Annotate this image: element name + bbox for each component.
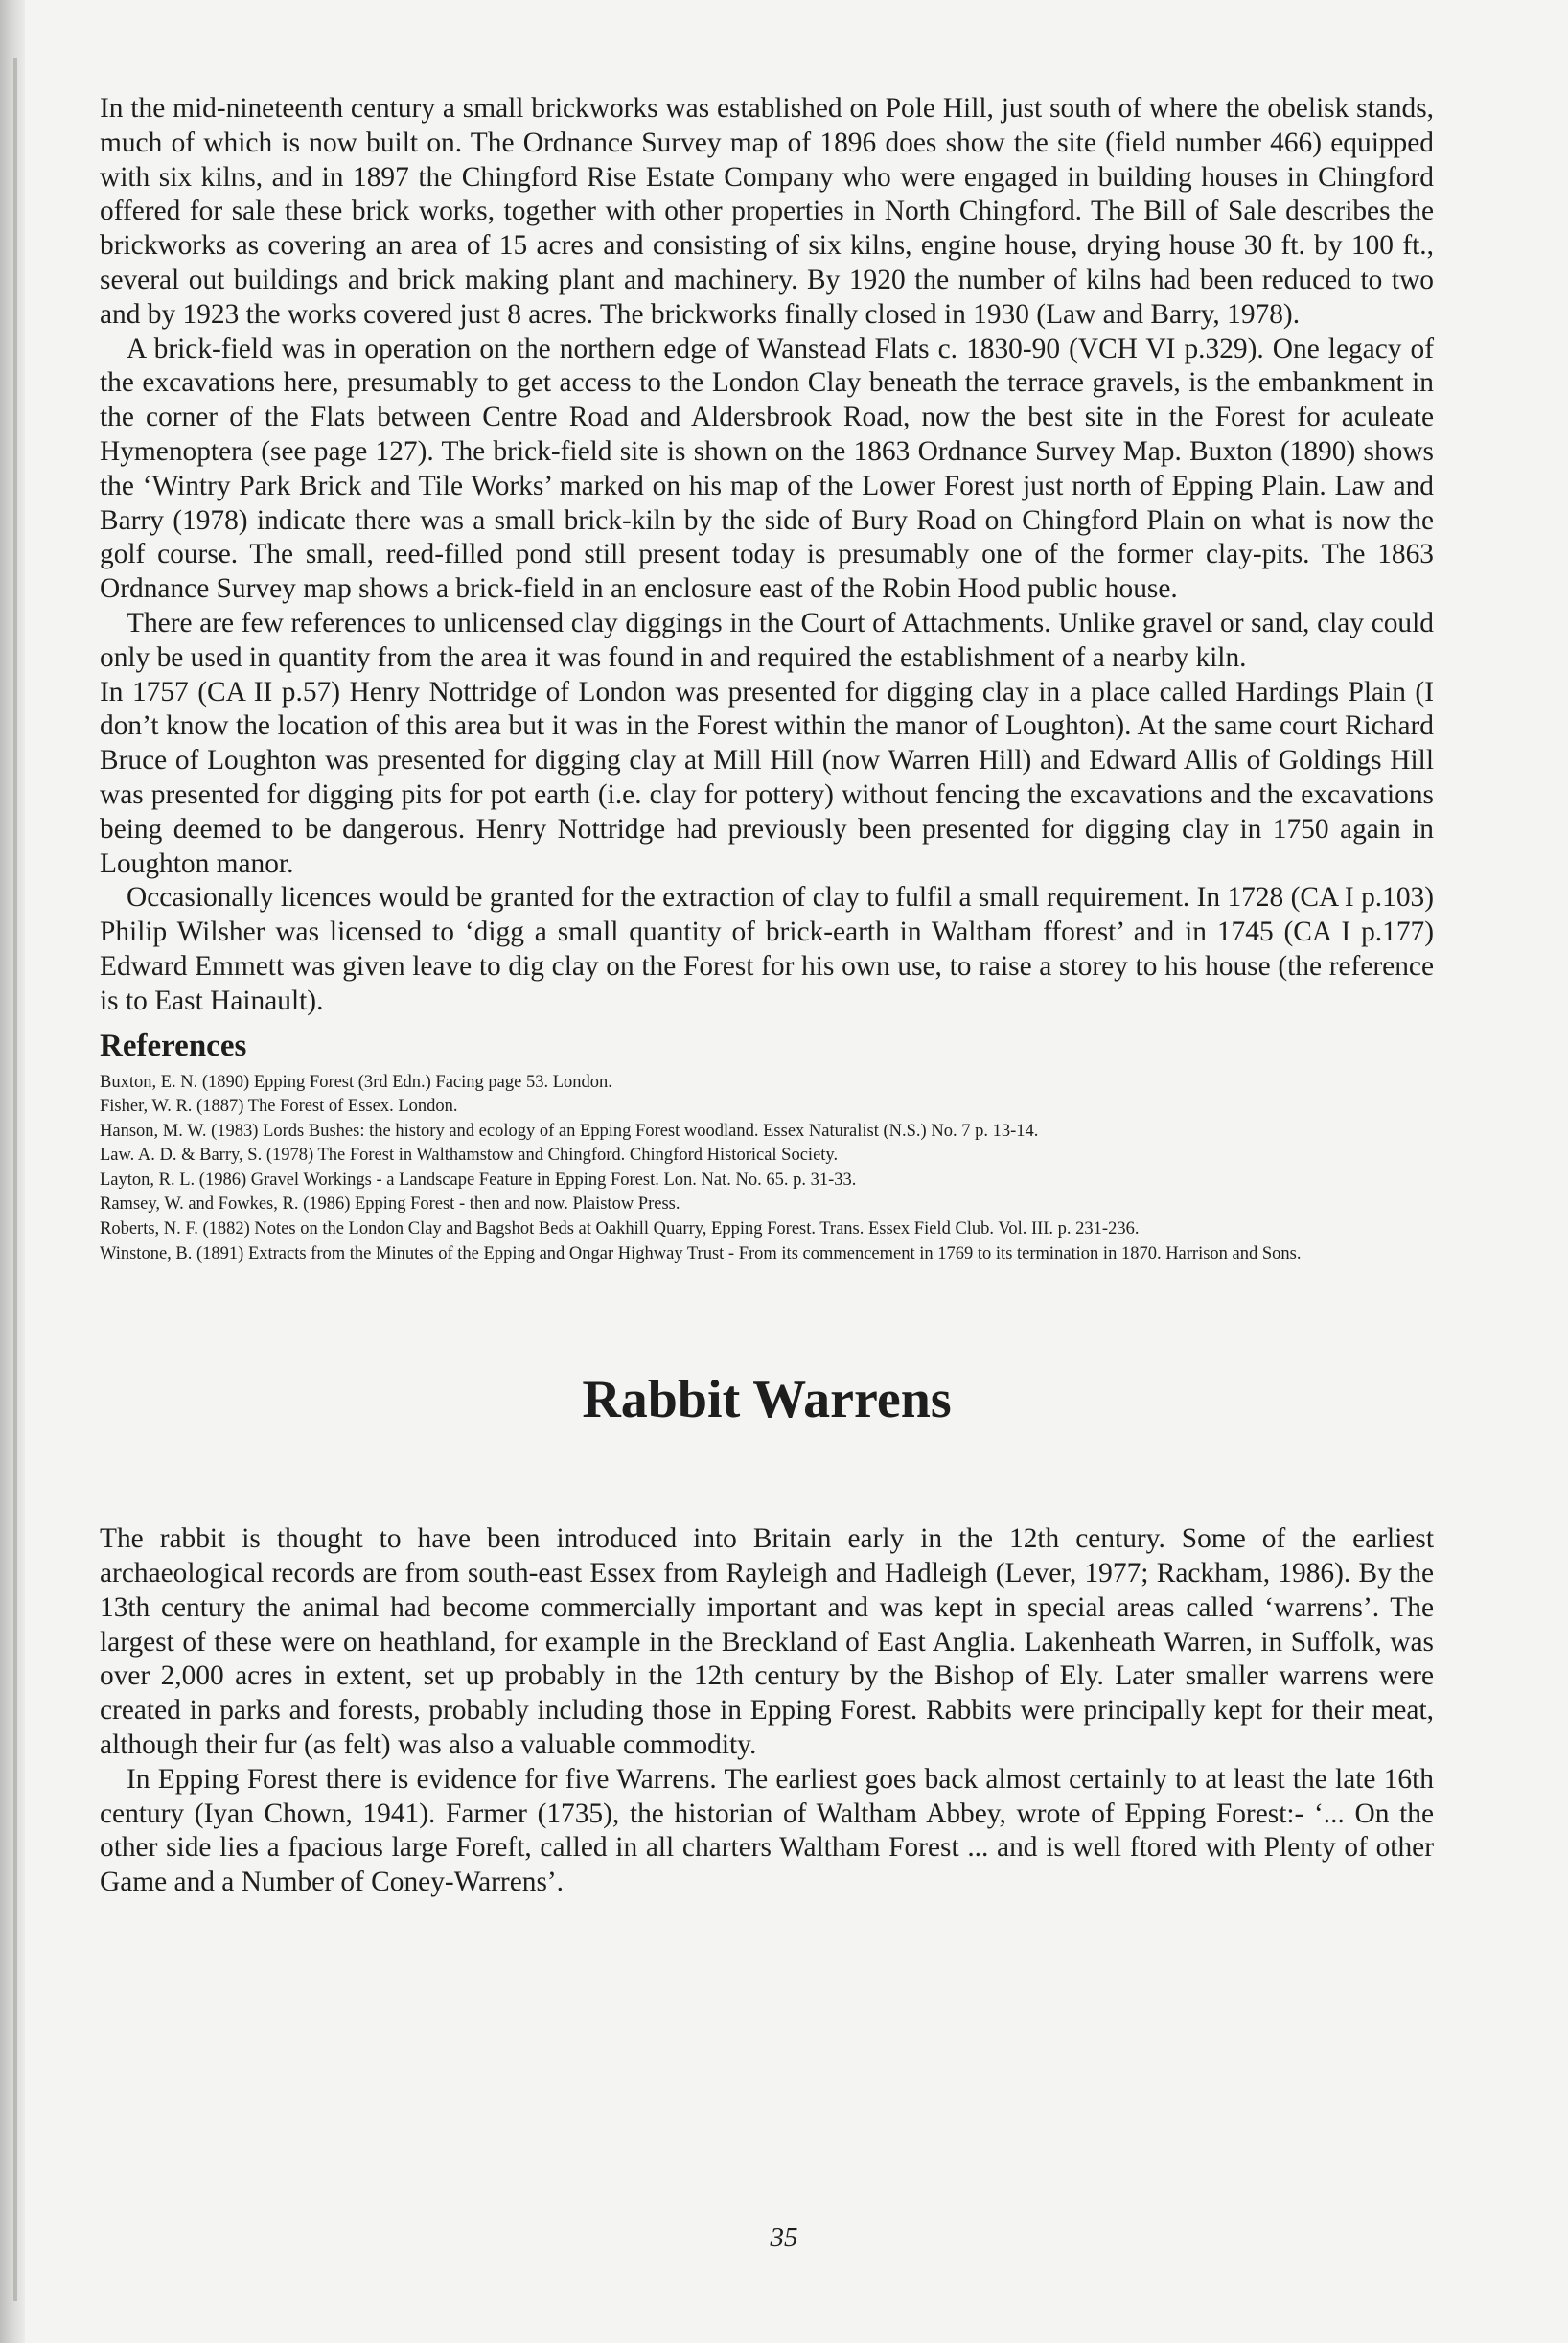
paragraph-clay-licences: Occasionally licences would be granted for the extraction of clay to fulfil a small requirement. In 1728 (CA I p.103) Philip Wilsher was licensed to ‘digg a small quantity of brick-earth in Waltham fforest’ and in 1745 (CA I p.177) Edward Emmett was given leave to dig clay on the Forest for his own use, to raise a storey to his house (the reference is to East Hainault). bbox=[100, 882, 1434, 1016]
bottom-text-block bbox=[100, 1522, 1434, 1900]
section-title: Rabbit Warrens bbox=[582, 1370, 952, 1430]
paragraph-five-warrens: In Epping Forest there is evidence for five Warrens. The earliest goes back almost certainly to at least the late 16th century (Iyan Chown, 1941). Farmer (1735), the historian of Waltham Abbey, wrote of Epping Forest:- ‘... On the other side lies a fpacious large Foreft, called in all charters Waltham Forest ... and is well ftored with Plenty of other Game and a Number of Coney-Warrens’. bbox=[100, 1763, 1434, 1898]
paragraph-wanstead-brick-field: A brick-field was in operation on the northern edge of Wanstead Flats c. 1830-90 (VCH VI p.329). One legacy of the excavations here, presumably to get access to the London Clay beneath the terrace gravels, is the embankment in the corner of the Flats between Centre Road and Aldersbrook Road, now the best site in the Forest for aculeate Hymenoptera (see page 127). The brick-field site is shown on the 1863 Ordnance Survey Map. Buxton (1890) shows the ‘Wintry Park Brick and Tile Works’ marked on his map of the Lower Forest just north of Epping Plain. Law and Barry (1978) indicate there was a small brick-kiln by the side of Bury Road on Chingford Plain on what is now the golf course. The small, reed-filled pond still present today is presumably one of the former clay-pits. The 1863 Ordnance Survey map shows a brick-field in an enclosure east of the Robin Hood public house. bbox=[100, 333, 1434, 605]
reference-item: Winstone, B. (1891) Extracts from the Minutes of the Epping and Ongar Highway Trust - From its commencement in 1769 to its termination in 1870. Harrison and Sons. bbox=[100, 1243, 1302, 1264]
paragraph-pole-hill-brickworks: In the mid-nineteenth century a small brickworks was established on Pole Hill, just south of where the obelisk stands, much of which is now built on. The Ordnance Survey map of 1896 does show the site (field number 466) equipped with six kilns, and in 1897 the Chingford Rise Estate Company who were engaged in building houses in Chingford offered for sale these brick works, together with other properties in North Chingford. The Bill of Sale describes the brickworks as covering an area of 15 acres and consisting of six kilns, engine house, drying house 30 ft. by 100 ft., several out buildings and brick making plant and machinery. By 1920 the number of kilns had been reduced to two and by 1923 the works covered just 8 acres. The brickworks finally closed in 1930 (Law and Barry, 1978). bbox=[100, 93, 1434, 330]
reference-item: Hanson, M. W. (1983) Lords Bushes: the history and ecology of an Epping Forest woodland. Essex Naturalist (N.S.) No. 7 p. 13-14. bbox=[100, 1121, 1039, 1141]
reference-item: Fisher, W. R. (1887) The Forest of Essex. London. bbox=[100, 1097, 458, 1117]
reference-item: Roberts, N. F. (1882) Notes on the London Clay and Bagshot Beds at Oakhill Quarry, Epping Forest. Trans. Essex Field Club. Vol. III. p. 231-236. bbox=[100, 1219, 1140, 1240]
references-heading: References bbox=[100, 1028, 247, 1063]
reference-item: Layton, R. L. (1986) Gravel Workings - a Landscape Feature in Epping Forest. Lon. Nat. No. 65. p. 31-33. bbox=[100, 1170, 857, 1190]
page-content bbox=[100, 92, 1434, 1900]
page-binding-shadow bbox=[0, 0, 25, 2343]
paragraph-rabbit-introduction: The rabbit is thought to have been introduced into Britain early in the 12th century. Some of the earliest archaeological records are from south-east Essex from Rayleigh and Hadleigh (Lever, 1977; Rackham, 1986). By the 13th century the animal had become commercially important and was kept in special areas called ‘warrens’. The largest of these were on heathland, for example in the Breckland of East Anglia. Lakenheath Warren, in Suffolk, was over 2,000 acres in extent, set up probably in the 12th century by the Bishop of Ely. Later smaller warrens were created in parks and forests, probably including those in Epping Forest. Rabbits were principally kept for their meat, although their fur (as felt) was also a valuable commodity. bbox=[100, 1523, 1434, 1761]
page-number: 35 bbox=[770, 2222, 798, 2253]
reference-item: Law. A. D. & Barry, S. (1978) The Forest in Walthamstow and Chingford. Chingford Historical Society. bbox=[100, 1146, 839, 1166]
reference-item: Ramsey, W. and Fowkes, R. (1986) Epping Forest - then and now. Plaistow Press. bbox=[100, 1195, 680, 1215]
page-binding-line bbox=[13, 58, 17, 2301]
references-list bbox=[100, 1071, 1434, 1266]
top-text-block bbox=[100, 92, 1434, 1019]
reference-item: Buxton, E. N. (1890) Epping Forest (3rd Edn.) Facing page 53. London. bbox=[100, 1072, 612, 1092]
paragraph-unlicensed-clay: There are few references to unlicensed clay diggings in the Court of Attachments. Unlike gravel or sand, clay could only be used in quantity from the area it was found in and required the establishment of a nearby kiln. bbox=[100, 607, 1434, 673]
paragraph-nottridge-1757: In 1757 (CA II p.57) Henry Nottridge of London was presented for digging clay in a place called Hardings Plain (I don’t know the location of this area but it was in the Forest within the manor of Loughton). At the same court Richard Bruce of Loughton was presented for digging clay at Mill Hill (now Warren Hill) and Edward Allis of Goldings Hill was presented for digging pits for pot earth (i.e. clay for pottery) without fencing the excavations and the excavations being deemed to be dangerous. Henry Nottridge had previously been presented for digging clay in 1750 again in Loughton manor. bbox=[100, 676, 1434, 879]
